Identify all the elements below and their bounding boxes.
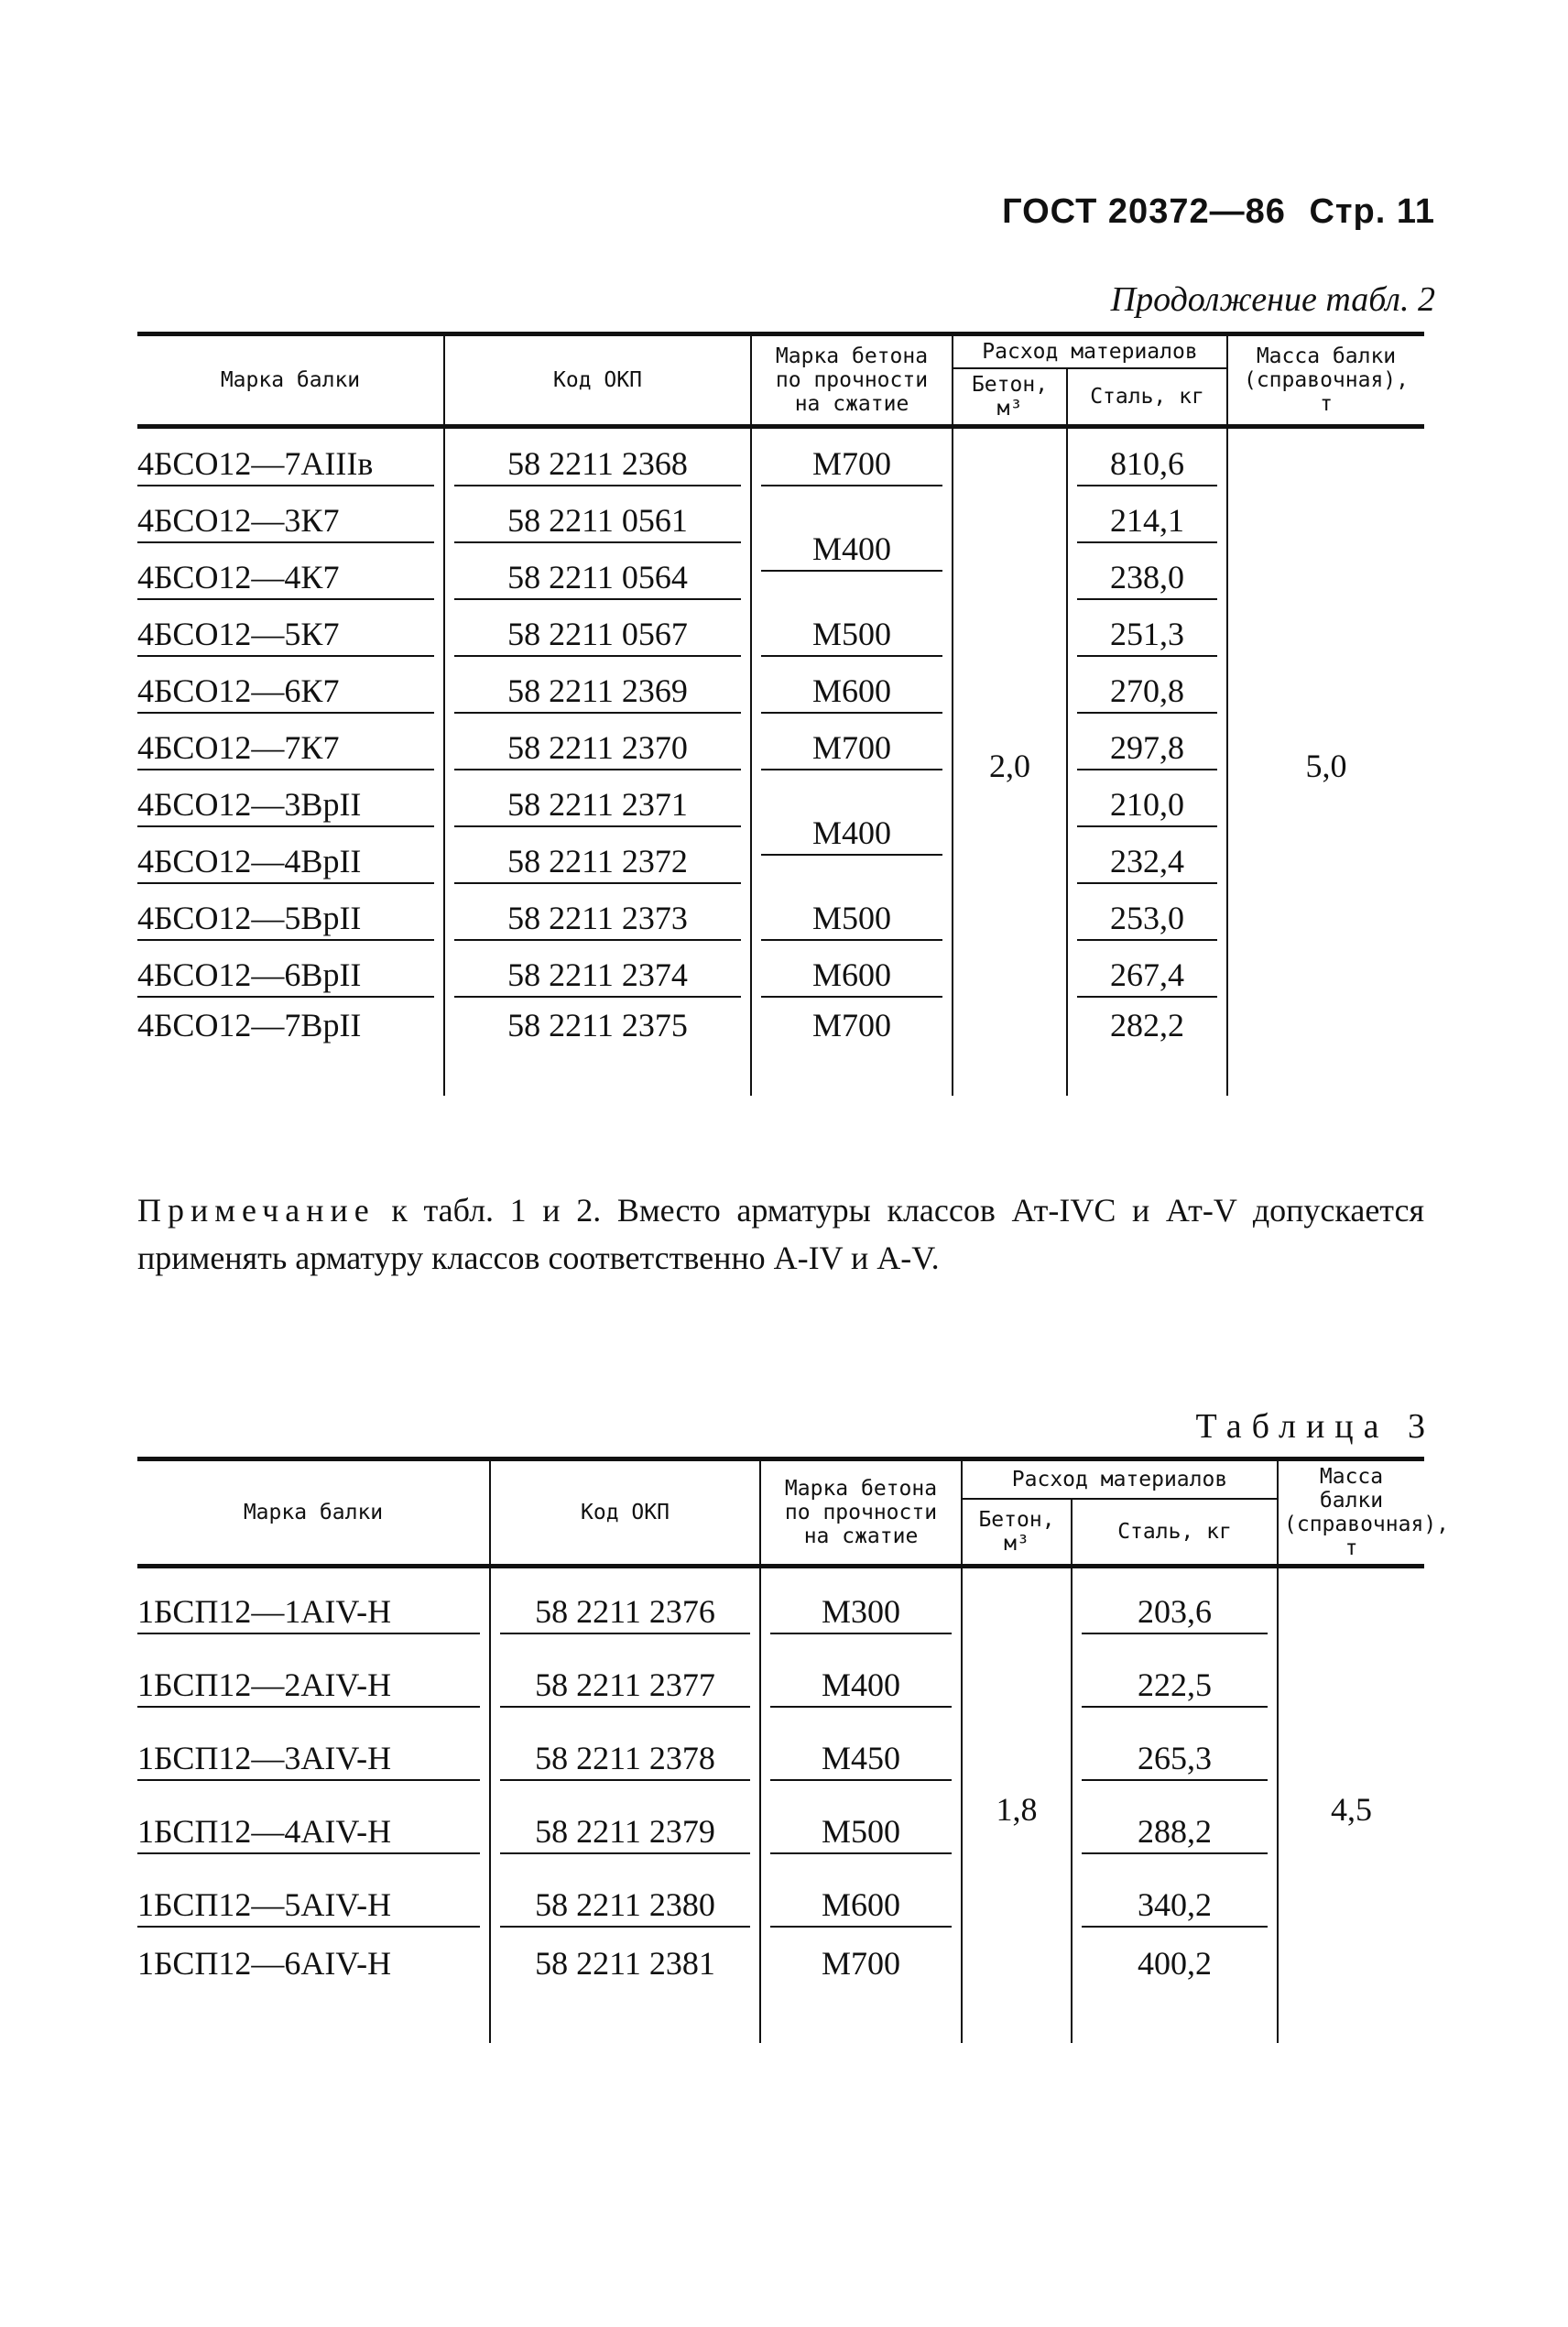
header-materials: Расход материалов [953, 334, 1227, 369]
note-text: к табл. 1 и 2. Вместо арматуры классов Ат-IVС и Ат-V допускается применять арматуру классов соответственно А-IV и А-V. [137, 1192, 1425, 1276]
table-note [137, 1186, 1424, 1282]
cell-steel: 267,4 [1077, 954, 1217, 998]
cell-okp: 58 2211 2377 [500, 1664, 750, 1708]
cell-okp: 58 2211 2374 [454, 954, 741, 998]
cell-mark: 1БСП12—6АIV-Н [137, 1945, 392, 1982]
cell-grade: М700 [761, 727, 942, 770]
cell-steel: 214,1 [1077, 499, 1217, 543]
header-okp: Код ОКП [490, 1459, 760, 1567]
cell-steel: 288,2 [1082, 1810, 1268, 1854]
cell-okp: 58 2211 2380 [500, 1884, 750, 1928]
header-mark: Марка балки [137, 334, 444, 427]
cell-grade: М450 [770, 1737, 952, 1781]
table-row [137, 1796, 1424, 1869]
cell-grade: М500 [761, 613, 942, 657]
cell-steel: 203,6 [1082, 1590, 1268, 1634]
cell-mark: 4БСО12—7ВрII [137, 1007, 362, 1043]
cell-steel: 400,2 [1138, 1945, 1212, 1982]
cell-grade: М400 [770, 1664, 952, 1708]
cell-mass-merged: 4,5 [1278, 1567, 1424, 2044]
cell-mark: 4БСО12—7АIIIв [137, 442, 434, 486]
header-mark: Марка балки [137, 1459, 490, 1567]
cell-steel: 251,3 [1077, 613, 1217, 657]
cell-mark: 4БСО12—5ВрII [137, 897, 434, 941]
cell-okp: 58 2211 2371 [454, 783, 741, 827]
cell-okp: 58 2211 2381 [535, 1945, 715, 1982]
cell-okp: 58 2211 2378 [500, 1737, 750, 1781]
cell-okp: 58 2211 2375 [507, 1007, 688, 1043]
header-materials: Расход материалов [962, 1459, 1278, 1499]
cell-mark: 4БСО12—5К7 [137, 613, 434, 657]
cell-grade: М500 [761, 897, 942, 941]
table2-caption: Продолжение табл. 2 [1110, 280, 1435, 319]
cell-mark: 1БСП12—3АIV-Н [137, 1737, 480, 1781]
cell-steel: 222,5 [1082, 1664, 1268, 1708]
cell-grade: М700 [761, 442, 942, 486]
cell-okp: 58 2211 2368 [454, 442, 741, 486]
page-header [989, 192, 1435, 232]
cell-grade: М700 [821, 1945, 900, 1982]
header-concrete-grade: Марка бетона по прочности на сжатие [760, 1459, 962, 1567]
cell-steel: 282,2 [1110, 1007, 1184, 1043]
cell-steel: 253,0 [1077, 897, 1217, 941]
header-steel: Сталь, кг [1067, 368, 1227, 427]
note-label: Примечание [137, 1192, 376, 1229]
cell-grade: М700 [811, 1007, 891, 1043]
cell-okp: 58 2211 2370 [454, 727, 741, 770]
cell-mass-merged: 5,0 [1227, 427, 1424, 1097]
cell-okp: 58 2211 0567 [454, 613, 741, 657]
gost-number: ГОСТ 20372—86 [1002, 192, 1286, 231]
table-2 [137, 332, 1424, 1096]
cell-mark: 1БСП12—5АIV-Н [137, 1884, 480, 1928]
cell-mark: 1БСП12—1АIV-Н [137, 1590, 480, 1634]
table-row [137, 1722, 1424, 1796]
cell-grade: М600 [770, 1884, 952, 1928]
table-row [137, 1649, 1424, 1722]
header-steel: Сталь, кг [1072, 1499, 1278, 1567]
cell-mark: 4БСО12—3ВрII [137, 783, 434, 827]
page-number: Стр. 11 [1309, 192, 1435, 231]
cell-okp: 58 2211 0561 [454, 499, 741, 543]
cell-mark: 4БСО12—6К7 [137, 670, 434, 714]
header-mass: Масса балки (справочная), т [1227, 334, 1424, 427]
cell-steel: 265,3 [1082, 1737, 1268, 1781]
cell-grade: М400 [761, 528, 942, 572]
cell-grade: М300 [770, 1590, 952, 1634]
header-concrete: Бетон, м³ [962, 1499, 1072, 1567]
cell-grade: М600 [761, 954, 942, 998]
cell-mark: 1БСП12—4АIV-Н [137, 1810, 480, 1854]
cell-mark: 4БСО12—7К7 [137, 727, 434, 770]
cell-mark: 4БСО12—6ВрII [137, 954, 434, 998]
cell-steel: 340,2 [1082, 1884, 1268, 1928]
table-row [137, 1942, 1424, 2043]
cell-okp: 58 2211 2379 [500, 1810, 750, 1854]
header-mass: Масса балки (справочная), т [1278, 1459, 1424, 1567]
cell-grade: М400 [761, 812, 942, 856]
table-row [137, 1869, 1424, 1942]
cell-grade: М500 [770, 1810, 952, 1854]
header-okp: Код ОКП [444, 334, 751, 427]
cell-steel: 232,4 [1077, 840, 1217, 884]
table3-caption: Таблица 3 [1195, 1407, 1435, 1446]
cell-mark: 4БСО12—4К7 [137, 556, 434, 600]
header-concrete-grade: Марка бетона по прочности на сжатие [751, 334, 953, 427]
cell-okp: 58 2211 2369 [454, 670, 741, 714]
cell-okp: 58 2211 2372 [454, 840, 741, 884]
cell-steel: 297,8 [1077, 727, 1217, 770]
cell-steel: 238,0 [1077, 556, 1217, 600]
cell-steel: 210,0 [1077, 783, 1217, 827]
header-concrete: Бетон, м³ [953, 368, 1067, 427]
cell-okp: 58 2211 2373 [454, 897, 741, 941]
cell-mark: 4БСО12—4ВрII [137, 840, 434, 884]
table-row [137, 427, 1424, 494]
cell-grade: М600 [761, 670, 942, 714]
cell-steel: 810,6 [1077, 442, 1217, 486]
cell-concrete-merged: 2,0 [953, 427, 1067, 1097]
cell-mark: 1БСП12—2АIV-Н [137, 1664, 480, 1708]
table-3 [137, 1457, 1450, 2043]
cell-concrete-merged: 1,8 [962, 1567, 1072, 2044]
cell-okp: 58 2211 2376 [500, 1590, 750, 1634]
cell-okp: 58 2211 0564 [454, 556, 741, 600]
cell-steel: 270,8 [1077, 670, 1217, 714]
cell-mark: 4БСО12—3К7 [137, 499, 434, 543]
table-row [137, 1567, 1424, 1650]
